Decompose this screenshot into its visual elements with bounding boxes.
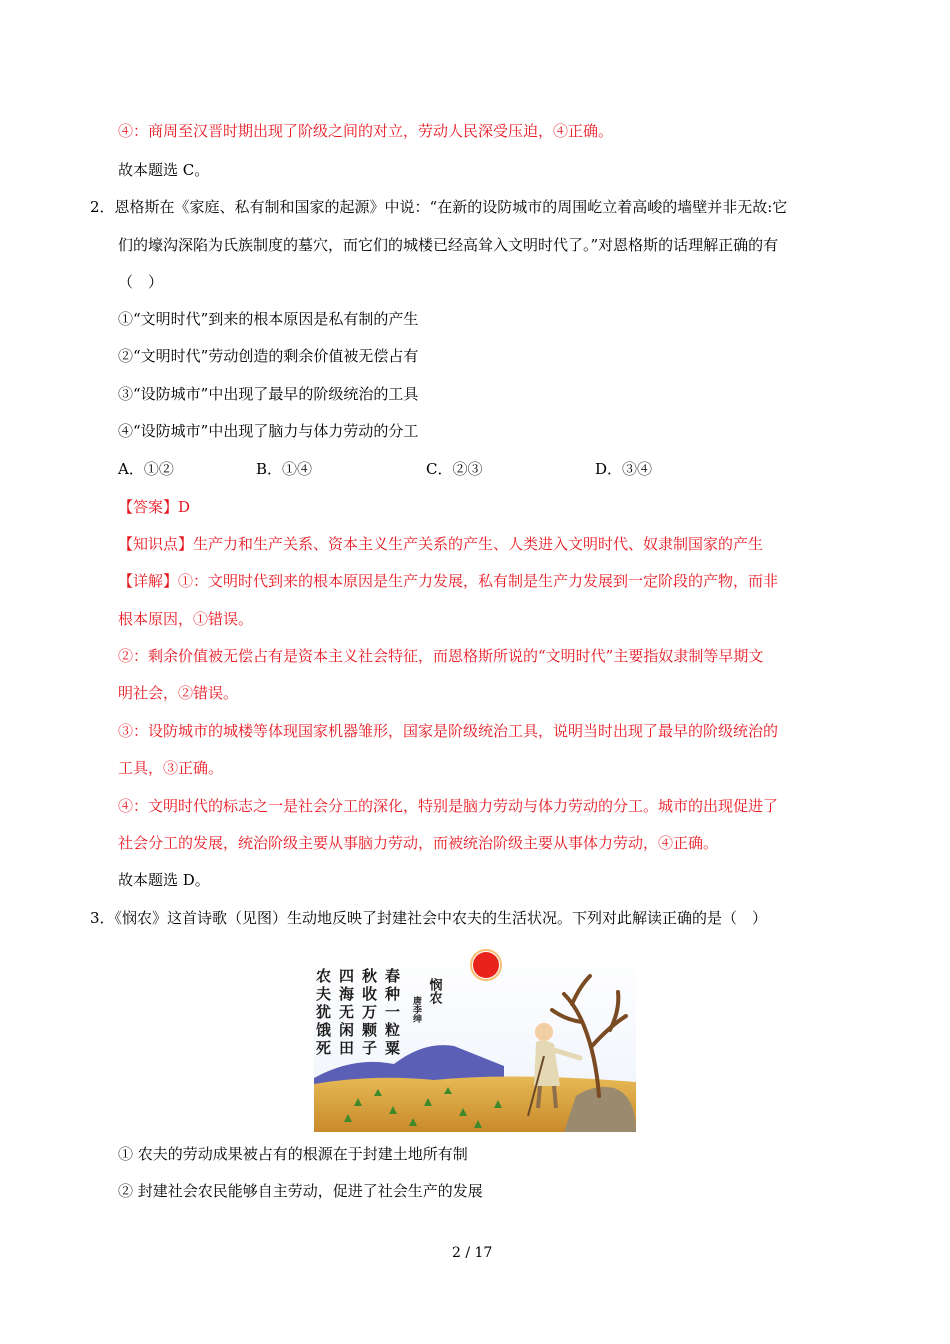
q3-statement-2: ② 封建社会农民能够自主劳动，促进了社会生产的发展 <box>118 1182 483 1200</box>
q2-detail-3a: ③：设防城市的城楼等体现国家机器雏形，国家是阶级统治工具，说明当时出现了最早的阶级统治的 <box>118 722 779 740</box>
q2-choice-b: B．①④ <box>256 460 313 478</box>
q2-bracket: （ ） <box>118 273 164 291</box>
q2-detail-2b: 明社会，②错误。 <box>118 684 239 702</box>
q2-conclusion: 故本题选 D。 <box>118 871 210 889</box>
q2-answer: 【答案】D <box>118 498 191 516</box>
q2-stem-line-1: 2．恩格斯在《家庭、私有制和国家的起源》中说：“在新的设防城市的周围屹立着高峻的墙壁并非无故:它 <box>90 198 788 216</box>
q2-stem-line-2: 们的壕沟深陷为氏族制度的墓穴，而它们的城楼已经高耸入文明时代了。”对恩格斯的话理解正确的有 <box>118 236 779 254</box>
q2-detail-1a: 【详解】①：文明时代到来的根本原因是生产力发展，私有制是生产力发展到一定阶段的产物，而非 <box>118 572 779 590</box>
q2-choice-c: C．②③ <box>426 460 483 478</box>
conclusion-line: 故本题选 C。 <box>118 161 210 179</box>
poem-title: 悯农 <box>426 978 442 1004</box>
q2-choice-a: A．①② <box>118 460 174 478</box>
poem-illustration <box>314 946 636 1132</box>
q2-knowledge: 【知识点】生产力和生产关系、资本主义生产关系的产生、人类进入文明时代、奴隶制国家的产生 <box>118 535 764 553</box>
q2-detail-2a: ②：剩余价值被无偿占有是资本主义社会特征，而恩格斯所说的“文明时代”主要指奴隶制等早期文 <box>118 647 764 665</box>
q3-statement-1: ① 农夫的劳动成果被占有的根源在于封建土地所有制 <box>118 1145 468 1163</box>
q2-detail-3b: 工具，③正确。 <box>118 759 224 777</box>
poem-author: 唐李绅 <box>411 996 421 1023</box>
q2-detail-1b: 根本原因，①错误。 <box>118 610 254 628</box>
poem-column: 秋收万颗子 <box>360 968 378 1058</box>
poem-column: 四海无闲田 <box>337 968 355 1058</box>
q2-choice-d: D．③④ <box>595 460 653 478</box>
poem-column: 农夫犹饿死 <box>314 968 332 1058</box>
q2-statement-4: ④“设防城市”中出现了脑力与体力劳动的分工 <box>118 422 419 440</box>
q2-detail-4b: 社会分工的发展，统治阶级主要从事脑力劳动，而被统治阶级主要从事体力劳动，④正确。 <box>118 834 719 852</box>
q2-statement-1: ①“文明时代”到来的根本原因是私有制的产生 <box>118 310 419 328</box>
poem-column: 春种一粒粟 <box>383 968 401 1058</box>
sun-icon <box>473 952 499 978</box>
analysis-line-4: ④：商周至汉晋时期出现了阶级之间的对立，劳动人民深受压迫，④正确。 <box>118 122 614 140</box>
q2-statement-3: ③“设防城市”中出现了最早的阶级统治的工具 <box>118 385 419 403</box>
q2-statement-2: ②“文明时代”劳动创造的剩余价值被无偿占有 <box>118 347 419 365</box>
q2-detail-4a: ④：文明时代的标志之一是社会分工的深化，特别是脑力劳动与体力劳动的分工。城市的出现促进了 <box>118 797 779 815</box>
q3-stem: 3．《悯农》这首诗歌（见图）生动地反映了封建社会中农夫的生活状况。下列对此解读正确的是（ ） <box>90 909 768 927</box>
page-number: 2 / 17 <box>452 1245 493 1261</box>
